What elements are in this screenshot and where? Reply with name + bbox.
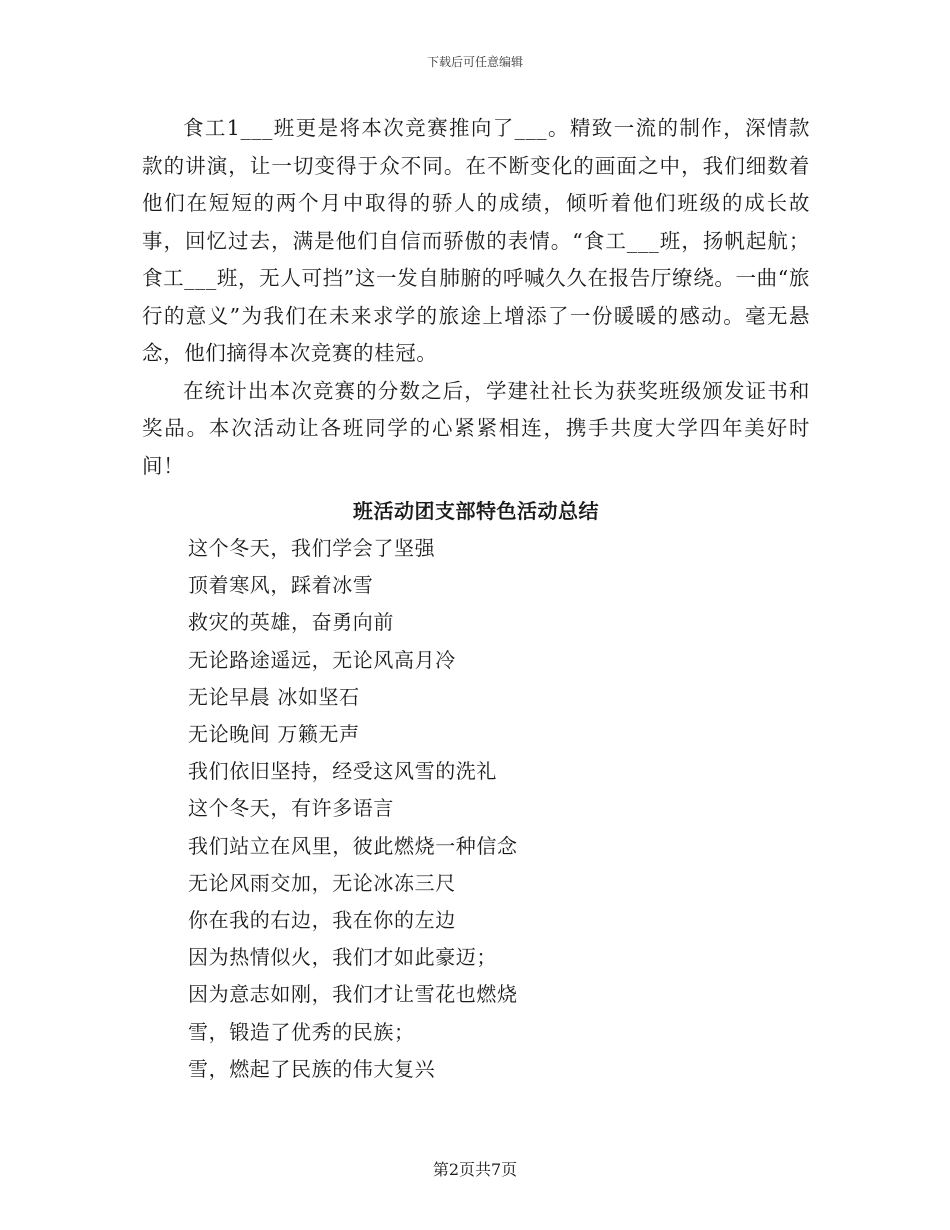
section-title: 班活动团支部特色活动总结 (353, 499, 599, 523)
paragraph-closing: 在统计出本次竞赛的分数之后，学建社社长为获奖班级颁发证书和奖品。本次活动让各班同学的心紧紧相连，携手共度大学四年美好时间！ (142, 378, 810, 478)
paragraph-award-class: 食工1___班更是将本次竞赛推向了___。精致一流的制作，深情款款的讲演，让一切变得于众不同。在不断变化的画面之中，我们细数着他们在短短的两个月中取得的骄人的成绩，倾听着他们班级的成长故事，回忆过去，满是他们自信而骄傲的表情。“食工___班，扬帆起航；食工___班，无人可挡”这一发自肺腑的呼喊久久在报告厅缭绕。一曲“旅行的意义”为我们在未来求学的旅途上增添了一份暖暖的感动。毫无悬念，他们摘得本次竞赛的桂冠。 (142, 116, 810, 365)
page-number: 第2页共7页 (432, 1160, 518, 1179)
poem (142, 530, 810, 1088)
poem-line: 雪，锻造了优秀的民族； (188, 1019, 415, 1044)
poem-line: 无论风雨交加，无论冰冻三尺 (188, 870, 456, 895)
poem-line: 无论晚间 万籁无声 (188, 722, 360, 747)
poem-line: 这个冬天，有许多语言 (188, 796, 394, 821)
poem-line: 我们依旧坚持，经受这风雪的洗礼 (188, 759, 497, 784)
poem-line: 救灾的英雄，奋勇向前 (188, 610, 394, 635)
document-body (142, 110, 810, 1088)
poem-line: 无论路途遥远，无论风高月冷 (188, 647, 456, 672)
page-header-note: 下载后可任意编辑 (426, 55, 523, 69)
poem-line: 我们站立在风里，彼此燃烧一种信念 (188, 833, 518, 858)
poem-line: 这个冬天，我们学会了坚强 (188, 536, 436, 560)
poem-line: 雪，燃起了民族的伟大复兴 (188, 1056, 436, 1081)
poem-line: 因为热情似火，我们才如此豪迈； (188, 945, 497, 970)
poem-line: 你在我的右边，我在你的左边 (188, 908, 456, 933)
poem-line: 顶着寒风，踩着冰雪 (188, 573, 374, 598)
poem-line: 因为意志如刚，我们才让雪花也燃烧 (188, 982, 518, 1007)
poem-line: 无论早晨 冰如坚石 (188, 684, 360, 709)
